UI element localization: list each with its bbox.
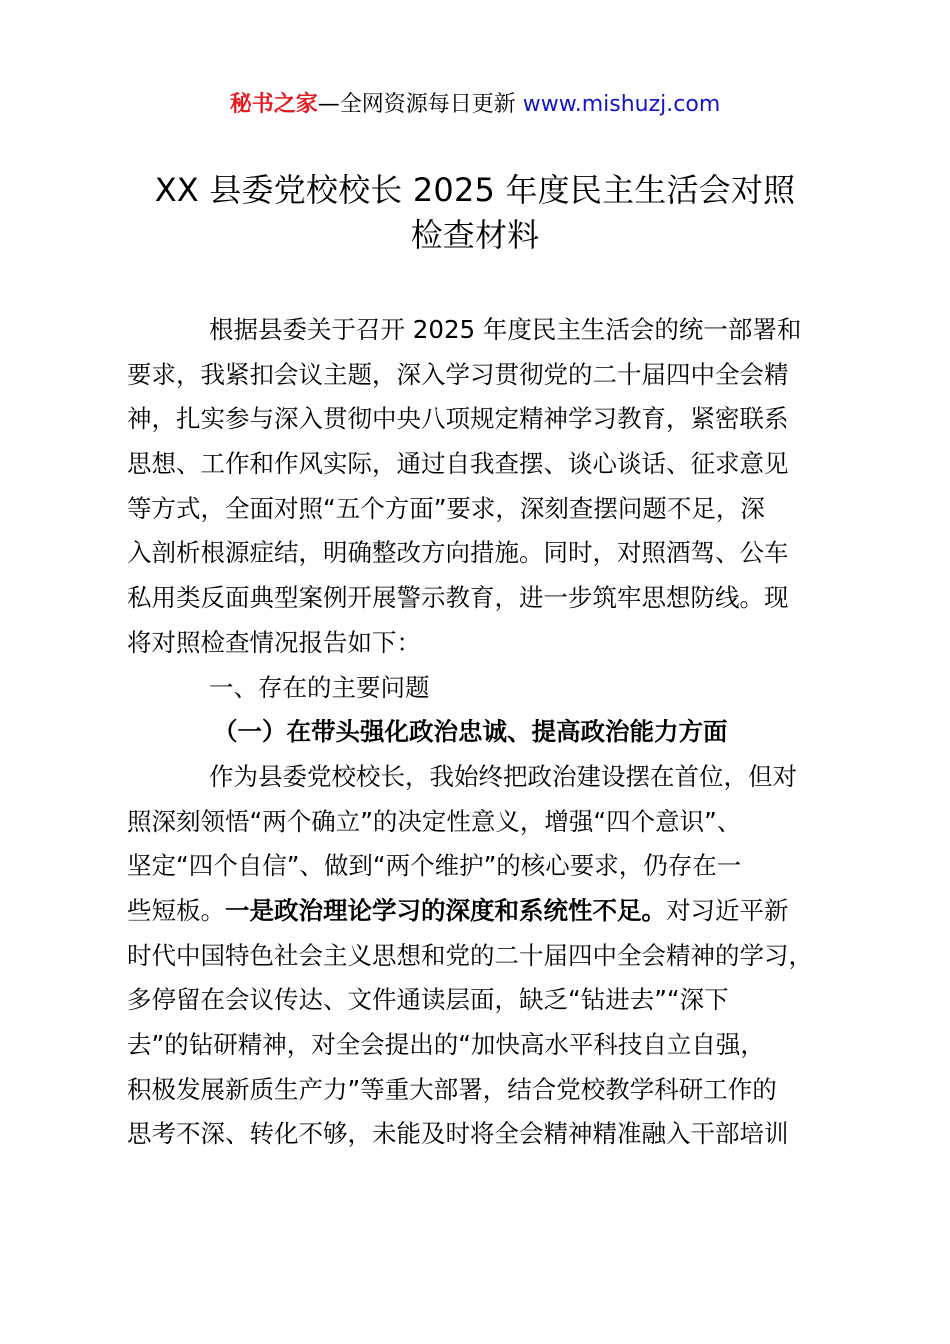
subsection-heading: （一）在带头强化政治忠诚、提高政治能力方面 <box>213 717 728 747</box>
document-title <box>110 168 840 258</box>
title-line-1: XX 县委党校校长 2025 年度民主生活会对照 <box>154 171 796 209</box>
brand-name: 秘书之家 <box>229 92 318 117</box>
site-url-link[interactable]: www.mishuzj.com <box>522 92 721 117</box>
paragraph-line: 要求，我紧扣会议主题，深入学习贯彻党的二十届四中全会精 <box>127 359 789 389</box>
text-run: 对习近平新 <box>666 895 789 925</box>
paragraph-line: 照深刻领悟“两个确立”的决定性意义，增强“四个意识”、 <box>127 806 742 836</box>
title-line-2: 检查材料 <box>410 216 540 254</box>
paragraph-line: 坚定“四个自信”、做到“两个维护”的核心要求，仍存在一 <box>127 851 742 881</box>
text-run: 些短板。 <box>127 895 225 925</box>
paragraph-line: 思想、工作和作风实际，通过自我查摆、谈心谈话、征求意见 <box>127 449 789 479</box>
paragraph-line: 神，扎实参与深入贯彻中央八项规定精神学习教育，紧密联系 <box>127 404 789 434</box>
site-header-banner <box>0 88 950 122</box>
bold-point-heading: 一是政治理论学习的深度和系统性不足。 <box>225 895 666 925</box>
paragraph-line: 将对照检查情况报告如下： <box>127 627 421 657</box>
tagline: —全网资源每日更新 <box>317 92 523 117</box>
paragraph-line: 入剖析根源症结，明确整改方向措施。同时，对照酒驾、公车 <box>127 538 789 568</box>
section-heading: 一、存在的主要问题 <box>209 672 430 702</box>
paragraph-line-mixed <box>127 889 837 934</box>
paragraph-line: 作为县委党校校长，我始终把政治建设摆在首位，但对 <box>209 761 797 791</box>
paragraph-line: 思考不深、转化不够，未能及时将全会精神精准融入干部培训 <box>127 1119 789 1149</box>
paragraph-line: 多停留在会议传达、文件通读层面，缺乏“钻进去”“深下 <box>127 985 729 1015</box>
paragraph-line: 时代中国特色社会主义思想和党的二十届四中全会精神的学习， <box>127 940 813 970</box>
paragraph-line: 根据县委关于召开 2025 年度民主生活会的统一部署和 <box>209 315 802 344</box>
document-body <box>127 308 837 1157</box>
paragraph-line: 等方式，全面对照“五个方面”要求，深刻查摆问题不足，深 <box>127 493 765 523</box>
paragraph-line: 积极发展新质生产力”等重大部署，结合党校教学科研工作的 <box>127 1074 777 1104</box>
paragraph-line: 私用类反面典型案例开展警示教育，进一步筑牢思想防线。现 <box>127 583 789 613</box>
paragraph-line: 去”的钻研精神，对全会提出的“加快高水平科技自立自强， <box>127 1030 765 1059</box>
